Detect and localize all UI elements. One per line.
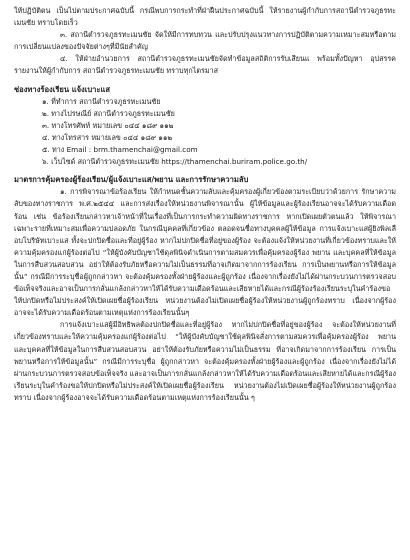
contact-channels-heading: ช่องทางร้องเรียน แจ้งเบาะแส [14,84,111,94]
contact-item-post: ๒. ทางไปรษณีย์ สถานีตำรวจภูธรทะเมนชัย [42,108,175,118]
contact-item-fax: ๔. ทางโทรสาร หมายเลข ๐๔๔ ๑๘๙ ๑๑๒ [42,132,173,142]
contact-item-email: ๕. ทาง Email : brm.thamenchai@gmail.com [42,145,198,155]
intro-paragraph-2: ๓. สถานีตำรวจภูธรทะเมนชัย จัดให้มีการทบทวน และปรับปรุงแนวทางการปฏิบัติตามความเหมาะสมหรือตามการเปลี่ยนแปลงของปัจจัยต่างๆที่มีนัยสำคัญ [14,30,396,52]
contact-channels-list [14,96,396,169]
intro-paragraph-1: ให้ปฏิบัติตน เป็นไปตามประกาศฉบับนี้ กรณีพบการกระทำที่ฝ่าฝืนประกาศฉบับนี้ ให้รายงานผู้กำกับการสถานีตำรวจภูธรทะเมนชัย ทราบโดยเร็ว [14,6,396,28]
contact-item-office: ๑. ที่ทำการ สถานีตำรวจภูธรทะเมนชัย [42,96,161,106]
protection-paragraph-2: การแจ้งเบาะแสผู้มีอิทธิพลต้องปกปิดชื่อและที่อยู่ผู้ร้อง หากไม่ปกปิดชื่อที่อยู่ของผู้ร้อง จะต้องให้หน่วยงานที่เกี่ยวข้องทราบและให้ความคุ้มครองแก่ผู้ร้องต่อไป “ให้ผู้บังคับบัญชาใช้ดุลพินิจสั่งการตามสมควรเพื่อคุ้มครองผู้ร้อง พยาน และบุคคลที่ให้ข้อมูลในการสืบสวนสอบสวน อย่าให้ต้องรับภัยหรือความไม่เป็นธรรม ที่อาจเกิดมาจากการร้องเรียน การเป็นพยานหรือการให้ข้อมูลนั้น” กรณีมีการระบุชื่อ ผู้ถูกกล่าวหา จะต้องคุ้มครองทั้งฝ่ายผู้ร้องและผู้ถูกร้อง เนื่องจากเรื่องยังไม่ได้ผ่านกระบวนการตรวจสอบข้อเท็จจริง และอาจเป็นการกลั่นแกล้งกล่าวหาให้ได้รับความเดือดร้อนและเสียหายได้และกรณีผู้ร้องเรียนระบุในคำร้องขอให้ปกปิดหรือไม่ประสงค์ให้เปิดเผยชื่อผู้ร้องเรียน หน่วยงานต้องไม่เปิดเผยชื่อผู้ร้องให้หน่วยงานผู้ถูกร้อง ทราบ เนื่องจากผู้ร้องอาจจะได้รับความเดือดร้อนตามเหตุแห่งการร้องเรียนนั้น ๆ [14,320,397,402]
intro-paragraph-3: ๔. ให้ฝ่ายอำนวยการ สถานีตำรวจภูธรทะเมนชัยจัดทำข้อมูลสถิติการรับเสียนแ พร้อมทั้งปัญหา อุปสรรค รายงานให้ผู้กำกับการ สถานีตำรวจภูธรทะเมนชัย ทราบทุกไตรมาส [14,54,396,76]
protection-measures-heading: มาตรการคุ้มครองผู้ร้องเรียน/ผู้แจ้งเบาะแส/พยาน และการรักษาความลับ [14,175,249,185]
contact-item-phone: ๓. ทางโทรศัพท์ หมายเลข ๐๔๔ ๑๘๙ ๑๑๒ [42,120,174,130]
protection-paragraph-1: ๑. การพิจารณาข้อร้องเรียน ให้กำหนดชั้นความลับและคุ้มครองผู้เกี่ยวข้องตามระเบียบว่าด้วยการ รักษาความลับของทางราชการ พ.ศ.๒๕๔๔ และการส่งเรื่องให้หน่วยงานพิจารณานั้น ผู้ให้ข้อมูลและผู้ร้องเรียนอาจจะได้รับความเดือดร้อน เช่น ข้อร้องเรียนกล่าวหาเจ้าหน้าที่ในเรื่องที่เป็นการกระทำความผิดทางราชการ หากเปิดเผยตัวตนแล้ว ให้พิจารณาเฉพาะรายที่เหมาะสมเพื่อความปลอดภัย ในกรณีบุคคลที่เกี่ยวข้อง ตลอดจนชื่อทางบุคคลผู้ให้ข้อมูล การแจ้งเบาะแสผู้ยิงพิลเลือบโบริษัทเบาะแส ทั้งจะปกปิดชื่อและที่อยู่ผู้ร้อง หากไม่ปกปิดชื่อที่อยู่ของผู้ร้อง จะต้องแจ้งให้หน่วยงานที่เกี่ยวข้องทราบและให้ความคุ้มครองแก่ผู้ร้องต่อไป “ให้ผู้บังคับบัญชาใช้ดุลพินิจดำเนินการตามสมควรเพื่อคุ้มครองผู้ร้อง พยาน และบุคคลที่ให้ข้อมูลในการสืบสวนสอบสวน อย่าให้ต้องรับภัยหรือความไม่เป็นธรรมที่อาจเกิดมาจากการร้องเรียน การเป็นพยานหรือการให้ข้อมูลนั้น” กรณีมีการระบุชื่อผู้ถูกกล่าวหา จะต้องคุ้มครองทั้งฝ่ายผู้ร้องและผู้ถูกร้อง เนื่องจากเรื่องยังไม่ได้ผ่านกระบวนการตรวจสอบข้อเท็จจริงและอาจเป็นการกลั่นแกล้งกล่าวหาให้ได้รับความเดือดร้อนและเสียหายได้และกรณีผู้ร้องร้องเรียนระบุในคำร้องขอให้ปกปิดหรือไม่ประสงค์ให้เปิดเผยชื่อผู้ร้องเรียน หน่วยงานต้องไม่เปิดเผยชื่อผู้ร้องให้หน่วยงานผู้ถูกร้องทราบ เนื่องจากผู้ร้องอาจจะได้รับความเดือดร้อนตามเหตุแห่งการร้องเรียนนั้นๆ [14,187,396,318]
contact-item-website: ๖. เว็บไซด์ สถานีตำรวจภูธรทะเมนชัย https://thamenchai.buriram.police.go.th/ [42,157,308,167]
